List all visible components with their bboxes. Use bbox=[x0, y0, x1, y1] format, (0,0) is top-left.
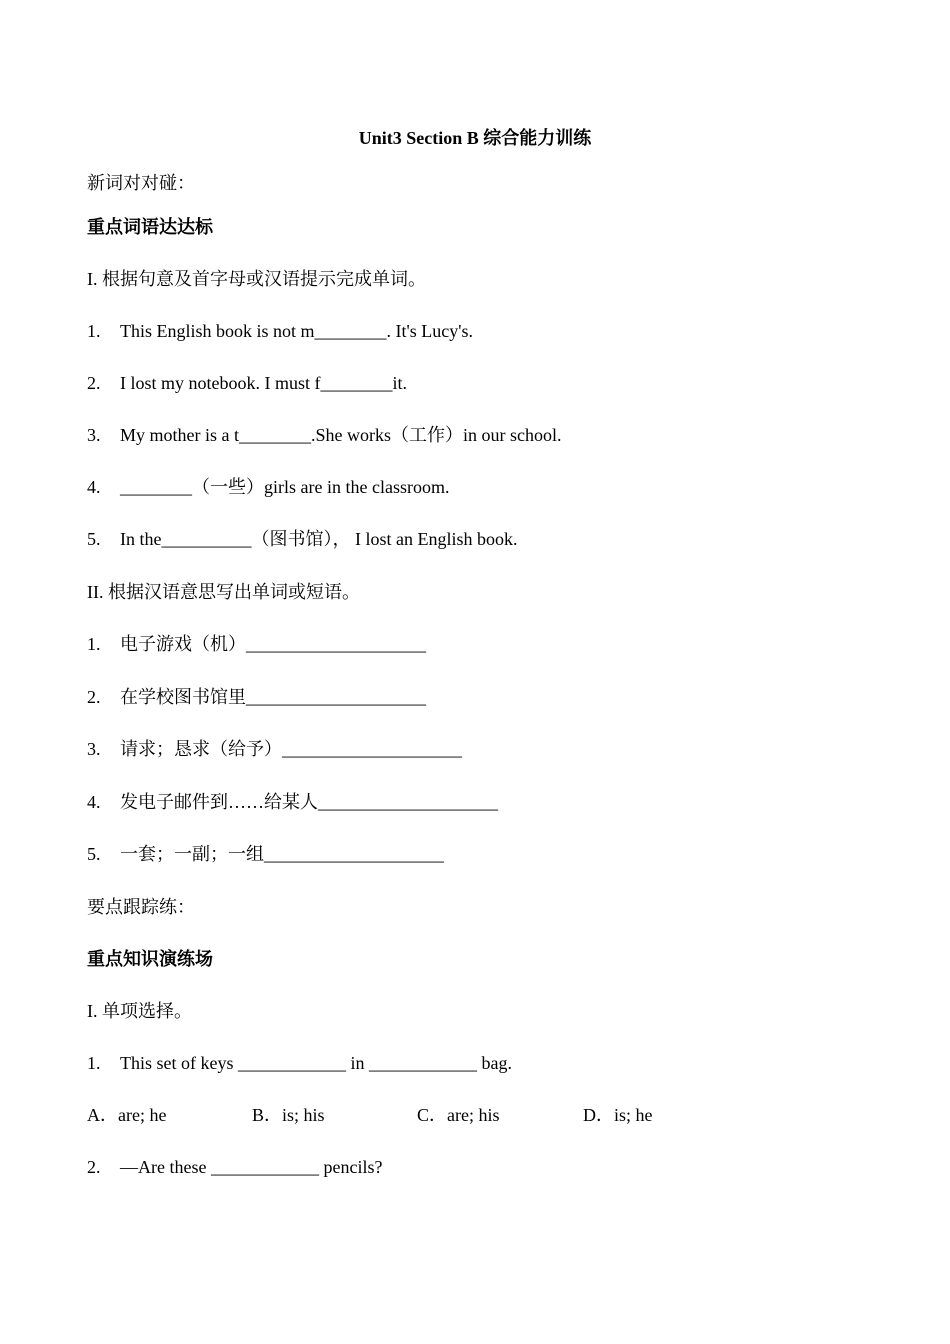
key-points-label: 要点跟踪练： bbox=[87, 897, 195, 917]
part2-item-number: 3. bbox=[87, 739, 101, 759]
part2-item-text: 一套；一副；一组____________________ bbox=[120, 844, 444, 864]
option-d: D．is; he bbox=[583, 1105, 653, 1125]
part2-item-number: 1. bbox=[87, 634, 101, 654]
document-title: Unit3 Section B 综合能力训练 bbox=[358, 128, 592, 148]
part1-item-number: 2. bbox=[87, 373, 101, 393]
question-number: 1. bbox=[87, 1053, 101, 1073]
part2-item-text: 发电子邮件到……给某人____________________ bbox=[120, 792, 498, 812]
knowledge-heading: 重点知识演练场 bbox=[87, 949, 213, 969]
part3-instruction: I. 单项选择。 bbox=[87, 1001, 192, 1021]
new-words-label: 新词对对碰： bbox=[87, 173, 195, 193]
option-b: B．is; his bbox=[252, 1105, 325, 1125]
part1-item-text: ________（一些）girls are in the classroom. bbox=[120, 477, 450, 497]
part2-item-text: 在学校图书馆里____________________ bbox=[120, 687, 426, 707]
part1-item-text: I lost my notebook. I must f________it. bbox=[120, 373, 407, 393]
option-c: C．are; his bbox=[417, 1105, 500, 1125]
part1-item-number: 5. bbox=[87, 529, 101, 549]
part1-item-text: This English book is not m________. It's Lucy's. bbox=[120, 321, 473, 341]
part2-item-text: 电子游戏（机）____________________ bbox=[120, 634, 426, 654]
option-a: A．are; he bbox=[87, 1105, 167, 1125]
part2-item-number: 2. bbox=[87, 687, 101, 707]
part2-instruction: II. 根据汉语意思写出单词或短语。 bbox=[87, 582, 360, 602]
part2-item-number: 4. bbox=[87, 792, 101, 812]
part2-item-number: 5. bbox=[87, 844, 101, 864]
part1-item-text: My mother is a t________.She works（工作）in our school. bbox=[120, 425, 562, 445]
question-text: —Are these ____________ pencils? bbox=[120, 1157, 383, 1177]
question-number: 2. bbox=[87, 1157, 101, 1177]
part1-item-number: 4. bbox=[87, 477, 101, 497]
part1-item-number: 3. bbox=[87, 425, 101, 445]
question-text: This set of keys ____________ in ____________ bag. bbox=[120, 1053, 512, 1073]
part1-instruction: I. 根据句意及首字母或汉语提示完成单词。 bbox=[87, 269, 426, 289]
part1-item-number: 1. bbox=[87, 321, 101, 341]
part2-item-text: 请求；恳求（给予）____________________ bbox=[120, 739, 462, 759]
part1-item-text: In the__________（图书馆）， I lost an English book. bbox=[120, 529, 518, 549]
vocab-heading: 重点词语达达标 bbox=[87, 217, 213, 237]
